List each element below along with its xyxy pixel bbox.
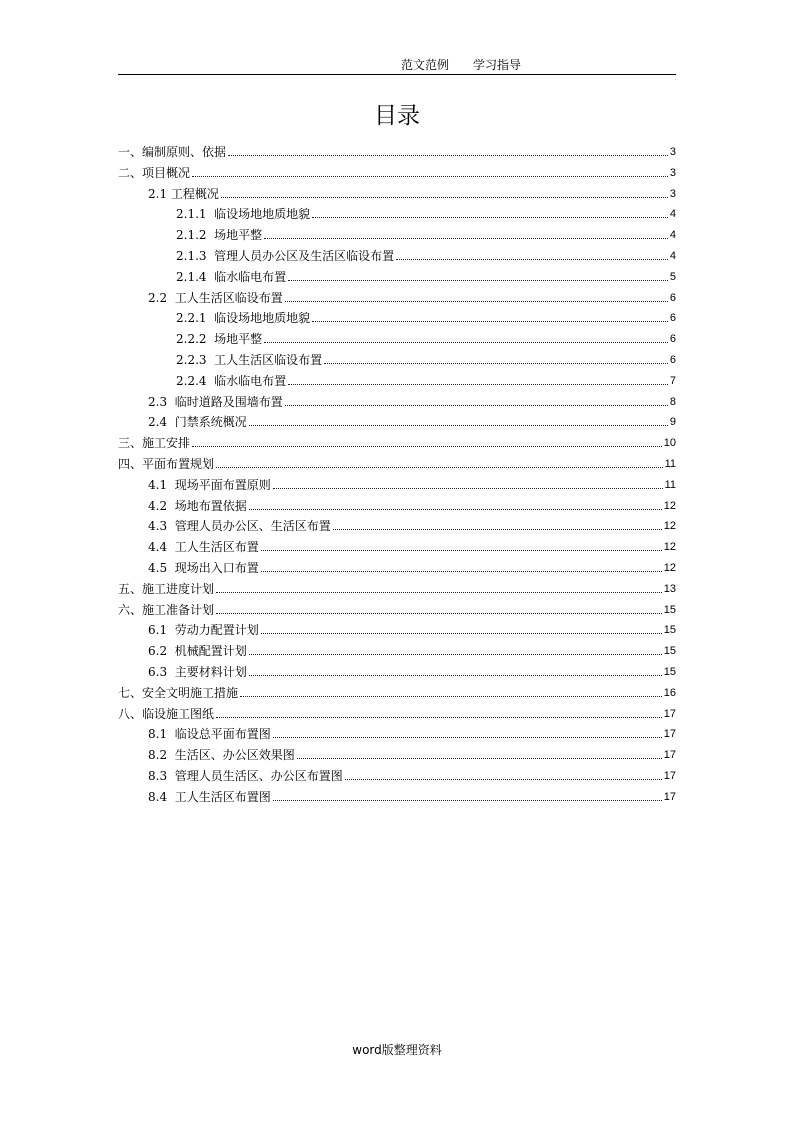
toc-entry[interactable] — [176, 369, 676, 389]
toc-entry[interactable] — [148, 618, 676, 638]
toc-entry-label: 施工安排 — [142, 436, 191, 451]
toc-entry[interactable] — [176, 202, 676, 222]
toc-dot-leader — [261, 570, 662, 572]
toc-entry[interactable] — [118, 452, 676, 472]
toc-dot-leader — [285, 300, 668, 302]
toc-entry-number: 一、 — [118, 145, 143, 159]
toc-dot-leader — [249, 508, 662, 510]
toc-entry-page: 6 — [669, 312, 676, 325]
toc-dot-leader — [273, 799, 662, 801]
toc-entry-number: 2.2 — [148, 290, 175, 305]
toc-entry-label: 现场平面布置原则 — [174, 477, 271, 492]
toc-entry-number: 8.1 — [148, 727, 175, 742]
toc-entry-label: 场地平整 — [214, 332, 263, 347]
page-header — [118, 56, 676, 75]
toc-entry-label: 临水临电布置 — [214, 373, 287, 388]
toc-entry-page: 12 — [663, 499, 676, 512]
toc-entry[interactable] — [148, 182, 676, 202]
toc-dot-leader — [345, 778, 662, 780]
toc-entry-label: 临设场地地质地貌 — [214, 207, 311, 222]
toc-entry-label: 工程概况 — [170, 186, 219, 201]
toc-entry[interactable] — [118, 598, 676, 618]
toc-entry[interactable] — [148, 722, 676, 742]
toc-dot-leader — [288, 383, 668, 385]
toc-entry-number: 4.1 — [148, 477, 175, 492]
toc-entry[interactable] — [148, 743, 676, 763]
toc-entry-page: 15 — [663, 624, 676, 637]
toc-entry-label: 临设总平面布置图 — [174, 727, 271, 742]
toc-entry[interactable] — [118, 431, 676, 451]
toc-dot-leader — [216, 716, 662, 718]
toc-entry-page: 12 — [663, 541, 676, 554]
toc-entry-page: 5 — [669, 270, 676, 283]
toc-entry[interactable] — [176, 265, 676, 285]
toc-entry-number: 4.5 — [148, 561, 175, 575]
toc-entry-number: 2.1.4 — [176, 269, 215, 284]
toc-entry[interactable] — [148, 514, 676, 534]
toc-dot-leader — [273, 487, 663, 489]
toc-entry-label: 场地布置依据 — [174, 498, 247, 513]
toc-dot-leader — [249, 653, 662, 655]
toc-entry[interactable] — [148, 473, 676, 493]
toc-entry[interactable] — [118, 140, 676, 160]
toc-entry-page: 4 — [669, 208, 676, 221]
toc-entry-page: 12 — [663, 520, 676, 533]
toc-entry-number: 2.4 — [148, 415, 175, 430]
toc-dot-leader — [297, 757, 662, 759]
toc-entry[interactable] — [176, 327, 676, 347]
toc-entry-number: 2.1.3 — [176, 249, 215, 263]
toc-dot-leader — [312, 216, 668, 218]
toc-entry-number: 6.1 — [148, 623, 175, 638]
toc-dot-leader — [264, 341, 668, 343]
toc-entry-label: 临时道路及围墙布置 — [174, 394, 283, 409]
toc-dot-leader — [261, 632, 662, 634]
toc-entry[interactable] — [118, 681, 676, 701]
toc-entry-page: 13 — [663, 582, 676, 595]
toc-entry-page: 7 — [669, 374, 676, 387]
toc-dot-leader — [192, 175, 668, 177]
toc-entry-page: 3 — [669, 187, 676, 200]
toc-dot-leader — [249, 674, 662, 676]
toc-dot-leader — [324, 362, 668, 364]
toc-entry-page: 17 — [663, 728, 676, 741]
toc-entry-label: 机械配置计划 — [174, 644, 247, 659]
toc-entry-number: 三、 — [118, 436, 143, 451]
toc-entry-page: 15 — [663, 603, 676, 616]
toc-entry-label: 管理人员生活区、办公区布置图 — [174, 769, 343, 783]
toc-entry-page: 9 — [669, 416, 676, 429]
toc-entry-page: 15 — [663, 666, 676, 678]
toc-entry[interactable] — [148, 556, 676, 576]
toc-entry-page: 6 — [669, 291, 676, 304]
toc-entry[interactable] — [118, 577, 676, 597]
header-left-text: 范文范例 — [401, 58, 450, 72]
toc-entry-number: 6.2 — [148, 644, 175, 659]
toc-dot-leader — [216, 466, 663, 468]
toc-entry[interactable] — [148, 764, 676, 784]
toc-dot-leader — [221, 196, 668, 198]
toc-dot-leader — [312, 320, 668, 322]
toc-entry-number: 六、 — [118, 602, 143, 617]
toc-entry[interactable] — [148, 410, 676, 430]
toc-entry-number: 2.1 — [148, 186, 171, 201]
toc-dot-leader — [273, 736, 662, 738]
toc-entry-number: 2.2.3 — [176, 353, 215, 367]
toc-entry-page: 3 — [669, 146, 676, 158]
toc-dot-leader — [264, 237, 668, 239]
toc-dot-leader — [333, 528, 662, 530]
toc-entry[interactable] — [148, 286, 676, 306]
toc-entry-page: 6 — [669, 333, 676, 346]
toc-dot-leader — [216, 591, 662, 593]
toc-entry-label: 安全文明施工措施 — [142, 685, 239, 700]
toc-entry[interactable] — [148, 390, 676, 410]
toc-entry[interactable] — [176, 348, 676, 368]
toc-entry-number: 2.3 — [148, 394, 175, 409]
toc-entry-page: 8 — [669, 395, 676, 408]
toc-entry-page: 11 — [664, 458, 676, 470]
toc-entry-page: 11 — [664, 478, 676, 491]
toc-entry-label: 主要材料计划 — [174, 665, 247, 679]
toc-dot-leader — [285, 404, 668, 406]
toc-entry-label: 现场出入口布置 — [174, 561, 259, 575]
page-footer: word版整理资料 — [352, 1043, 442, 1057]
toc-entry-label: 项目概况 — [142, 165, 191, 180]
toc-entry-page: 17 — [663, 707, 676, 720]
toc-entry-page: 10 — [663, 437, 676, 450]
toc-entry-label: 平面布置规划 — [142, 457, 215, 471]
toc-entry-label: 临设场地地质地貌 — [214, 311, 311, 326]
toc-entry-label: 管理人员办公区及生活区临设布置 — [214, 249, 395, 263]
toc-entry-page: 12 — [663, 562, 676, 574]
page-title: 目录 — [374, 103, 420, 129]
toc-entry[interactable] — [148, 785, 676, 805]
toc-dot-leader — [192, 445, 662, 447]
toc-entry-label: 临设施工图纸 — [142, 706, 215, 721]
toc-dot-leader — [288, 279, 668, 281]
toc-dot-leader — [228, 154, 668, 156]
toc-entry-number: 2.1.2 — [176, 228, 215, 243]
toc-entry-label: 生活区、办公区效果图 — [174, 748, 295, 763]
toc-entry-label: 工人生活区布置 — [174, 540, 259, 555]
toc-dot-leader — [216, 612, 662, 614]
toc-entry-label: 劳动力配置计划 — [174, 623, 259, 638]
toc-entry-label: 施工准备计划 — [142, 602, 215, 617]
toc-entry-label: 门禁系统概况 — [174, 415, 247, 430]
toc-entry-number: 8.4 — [148, 789, 175, 804]
toc-entry-label: 场地平整 — [214, 228, 263, 243]
toc-entry-number: 二、 — [118, 165, 143, 180]
toc-entry-page: 4 — [669, 229, 676, 242]
toc-entry-page: 6 — [669, 354, 676, 366]
toc-entry-label: 编制原则、依据 — [142, 145, 227, 159]
toc-dot-leader — [240, 695, 662, 697]
toc-entry-number: 4.2 — [148, 498, 175, 513]
toc-entry[interactable] — [118, 702, 676, 722]
toc-entry-number: 2.2.1 — [176, 311, 215, 326]
toc-entry-page: 17 — [663, 749, 676, 762]
toc-entry-page: 16 — [663, 686, 676, 699]
toc-entry[interactable] — [148, 639, 676, 659]
toc-entry-label: 工人生活区临设布置 — [214, 353, 323, 367]
toc-entry-number: 五、 — [118, 581, 143, 596]
toc-entry-page: 4 — [669, 250, 676, 262]
toc-entry[interactable] — [118, 161, 676, 181]
toc-entry-page: 3 — [669, 166, 676, 179]
toc-entry-number: 4.3 — [148, 519, 175, 534]
toc-entry-label: 管理人员办公区、生活区布置 — [174, 519, 331, 534]
toc-entry-number: 2.2.2 — [176, 332, 215, 347]
toc-entry-page: 17 — [663, 770, 676, 782]
toc-entry-page: 15 — [663, 645, 676, 658]
toc-entry-label: 临水临电布置 — [214, 269, 287, 284]
toc-dot-leader — [249, 424, 668, 426]
toc-entry[interactable] — [148, 660, 676, 680]
toc-entry-number: 四、 — [118, 457, 143, 471]
toc-entry[interactable] — [176, 306, 676, 326]
toc-entry-number: 八、 — [118, 706, 143, 721]
toc-dot-leader — [396, 258, 668, 260]
toc-dot-leader — [261, 549, 662, 551]
toc-entry-page: 17 — [663, 790, 676, 803]
toc-entry[interactable] — [176, 223, 676, 243]
toc-entry[interactable] — [148, 535, 676, 555]
toc-entry[interactable] — [176, 244, 676, 264]
toc-entry-number: 2.2.4 — [176, 373, 215, 388]
toc-entry[interactable] — [148, 494, 676, 514]
toc-entry-label: 施工进度计划 — [142, 581, 215, 596]
toc-entry-label: 工人生活区布置图 — [174, 789, 271, 804]
toc-entry-number: 8.2 — [148, 748, 175, 763]
toc-entry-number: 2.1.1 — [176, 207, 215, 222]
toc-entry-label: 工人生活区临设布置 — [174, 290, 283, 305]
toc-entry-number: 8.3 — [148, 769, 175, 783]
toc-entry-number: 6.3 — [148, 665, 175, 679]
header-right-text: 学习指导 — [473, 58, 522, 72]
toc-entry-number: 4.4 — [148, 540, 175, 555]
toc-entry-number: 七、 — [118, 685, 143, 700]
